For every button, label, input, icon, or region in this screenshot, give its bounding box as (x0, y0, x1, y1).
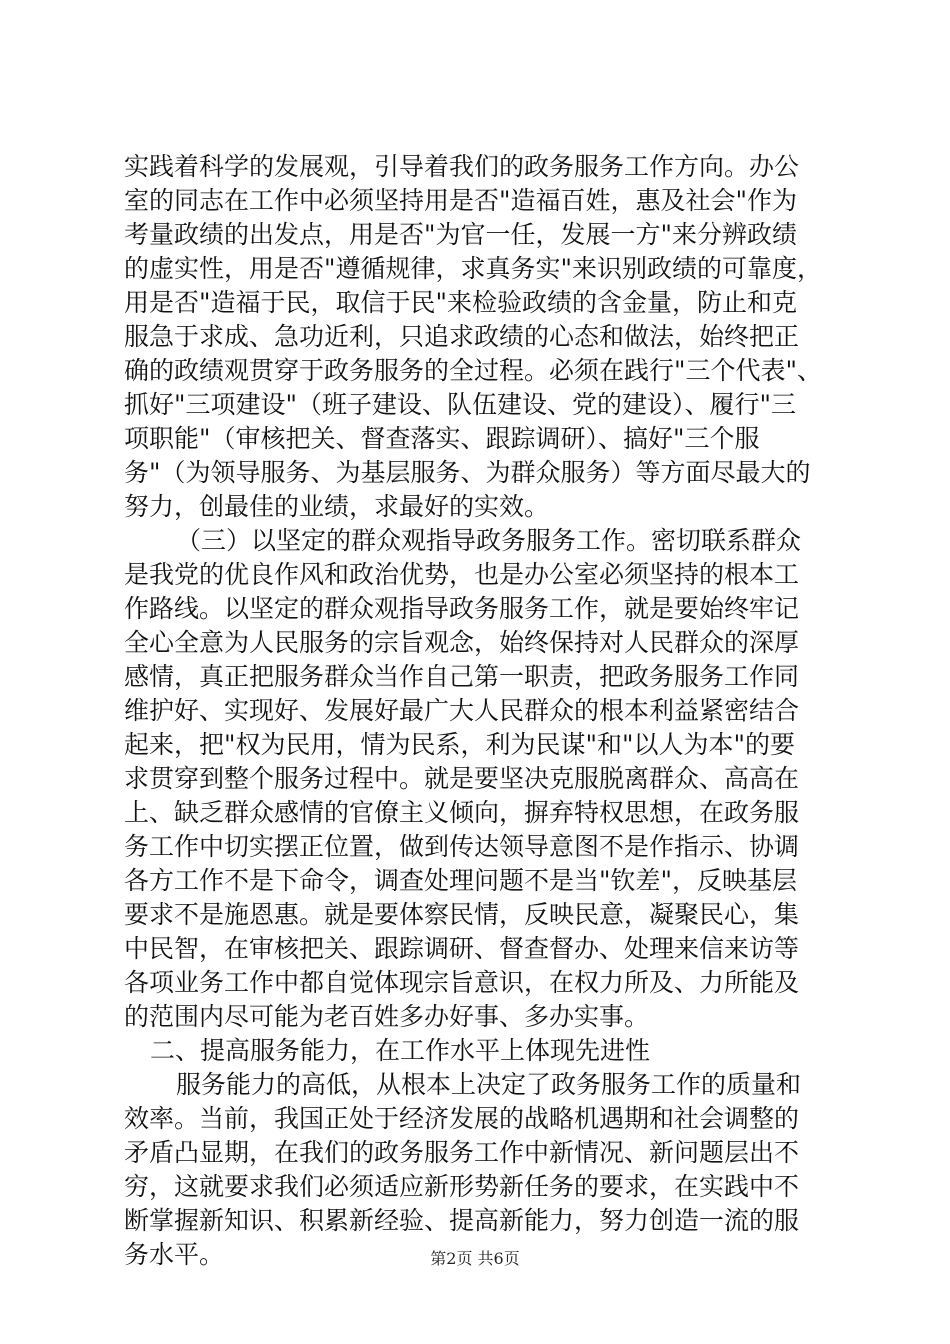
text-line: 室的同志在工作中必须坚持用是否"造福百姓，惠及社会"作为 (124, 186, 798, 215)
text-line: 穷，这就要求我们必须适应新形势新任务的要求，在实践中不 (124, 1172, 800, 1201)
text-line: 中民智，在审核把关、跟踪调研、督查督办、处理来信来访等 (124, 934, 800, 963)
text-line: 起来，把"权为民用，情为民系，利为民谋"和"以人为本"的要 (124, 730, 795, 759)
text-line: 务"（为领导服务、为基层服务、为群众服务）等方面尽最大的 (124, 458, 811, 487)
text-line: 的范围内尽可能为老百姓多办好事、多办实事。 (124, 1002, 650, 1031)
text-line: 抓好"三项建设"（班子建设、队伍建设、党的建设）、履行"三 (124, 390, 796, 419)
section-heading-line: （三）以坚定的群众观指导政务服务工作。密切联系群众 (176, 526, 802, 555)
text-line: 服急于求成、急功近利，只追求政绩的心态和做法，始终把正 (124, 322, 800, 351)
text-line: 服务能力的高低，从根本上决定了政务服务工作的质量和 (176, 1070, 802, 1099)
text-line: 务工作中切实摆正位置，做到传达领导意图不是作指示、协调 (124, 832, 800, 861)
text-line: 的虚实性，用是否"遵循规律，求真务实"来识别政绩的可靠度， (124, 254, 823, 283)
text-line: 求贯穿到整个服务过程中。就是要坚决克服脱离群众、高高在 (124, 764, 800, 793)
page-number-footer: 第2页 共6页 (430, 1249, 520, 1268)
text-line: 确的政绩观贯穿于政务服务的全过程。必须在践行"三个代表"、 (124, 356, 823, 385)
text-line: 效率。当前，我国正处于经济发展的战略机遇期和社会调整的 (124, 1104, 800, 1133)
text-line: 实践着科学的发展观，引导着我们的政务服务工作方向。办公 (124, 152, 800, 181)
text-line: 务水平。 (124, 1240, 225, 1269)
text-line: 各项业务工作中都自觉体现宗旨意识，在权力所及、力所能及 (124, 968, 800, 997)
text-line: 感情，真正把服务群众当作自己第一职责，把政务服务工作同 (124, 662, 800, 691)
section-heading-line: 二、提高服务能力，在工作水平上体现先进性 (150, 1036, 651, 1065)
text-line: 各方工作不是下命令，调查处理问题不是当"钦差"，反映基层 (124, 866, 798, 895)
document-body (124, 150, 836, 1272)
text-line: 是我党的优良作风和政治优势，也是办公室必须坚持的根本工 (124, 560, 800, 589)
text-line: 作路线。以坚定的群众观指导政务服务工作，就是要始终牢记 (124, 594, 800, 623)
text-line: 全心全意为人民服务的宗旨观念，始终保持对人民群众的深厚 (124, 628, 800, 657)
text-line: 矛盾凸显期，在我们的政务服务工作中新情况、新问题层出不 (124, 1138, 800, 1167)
text-line: 考量政绩的出发点，用是否"为官一任，发展一方"来分辨政绩 (124, 220, 798, 249)
text-line: 要求不是施恩惠。就是要体察民情，反映民意，凝聚民心，集 (124, 900, 800, 929)
text-line: 维护好、实现好、发展好最广大人民群众的根本利益紧密结合 (124, 696, 800, 725)
text-line: 断掌握新知识、积累新经验、提高新能力，努力创造一流的服 (124, 1206, 800, 1235)
text-line: 项职能"（审核把关、督查落实、跟踪调研）、搞好"三个服 (124, 424, 760, 453)
text-line: 用是否"造福于民，取信于民"来检验政绩的含金量，防止和克 (124, 288, 798, 317)
text-line: 努力，创最佳的业绩，求最好的实效。 (124, 492, 550, 521)
text-line: 上、缺乏群众感情的官僚主义倾向，摒弃特权思想，在政务服 (124, 798, 800, 827)
